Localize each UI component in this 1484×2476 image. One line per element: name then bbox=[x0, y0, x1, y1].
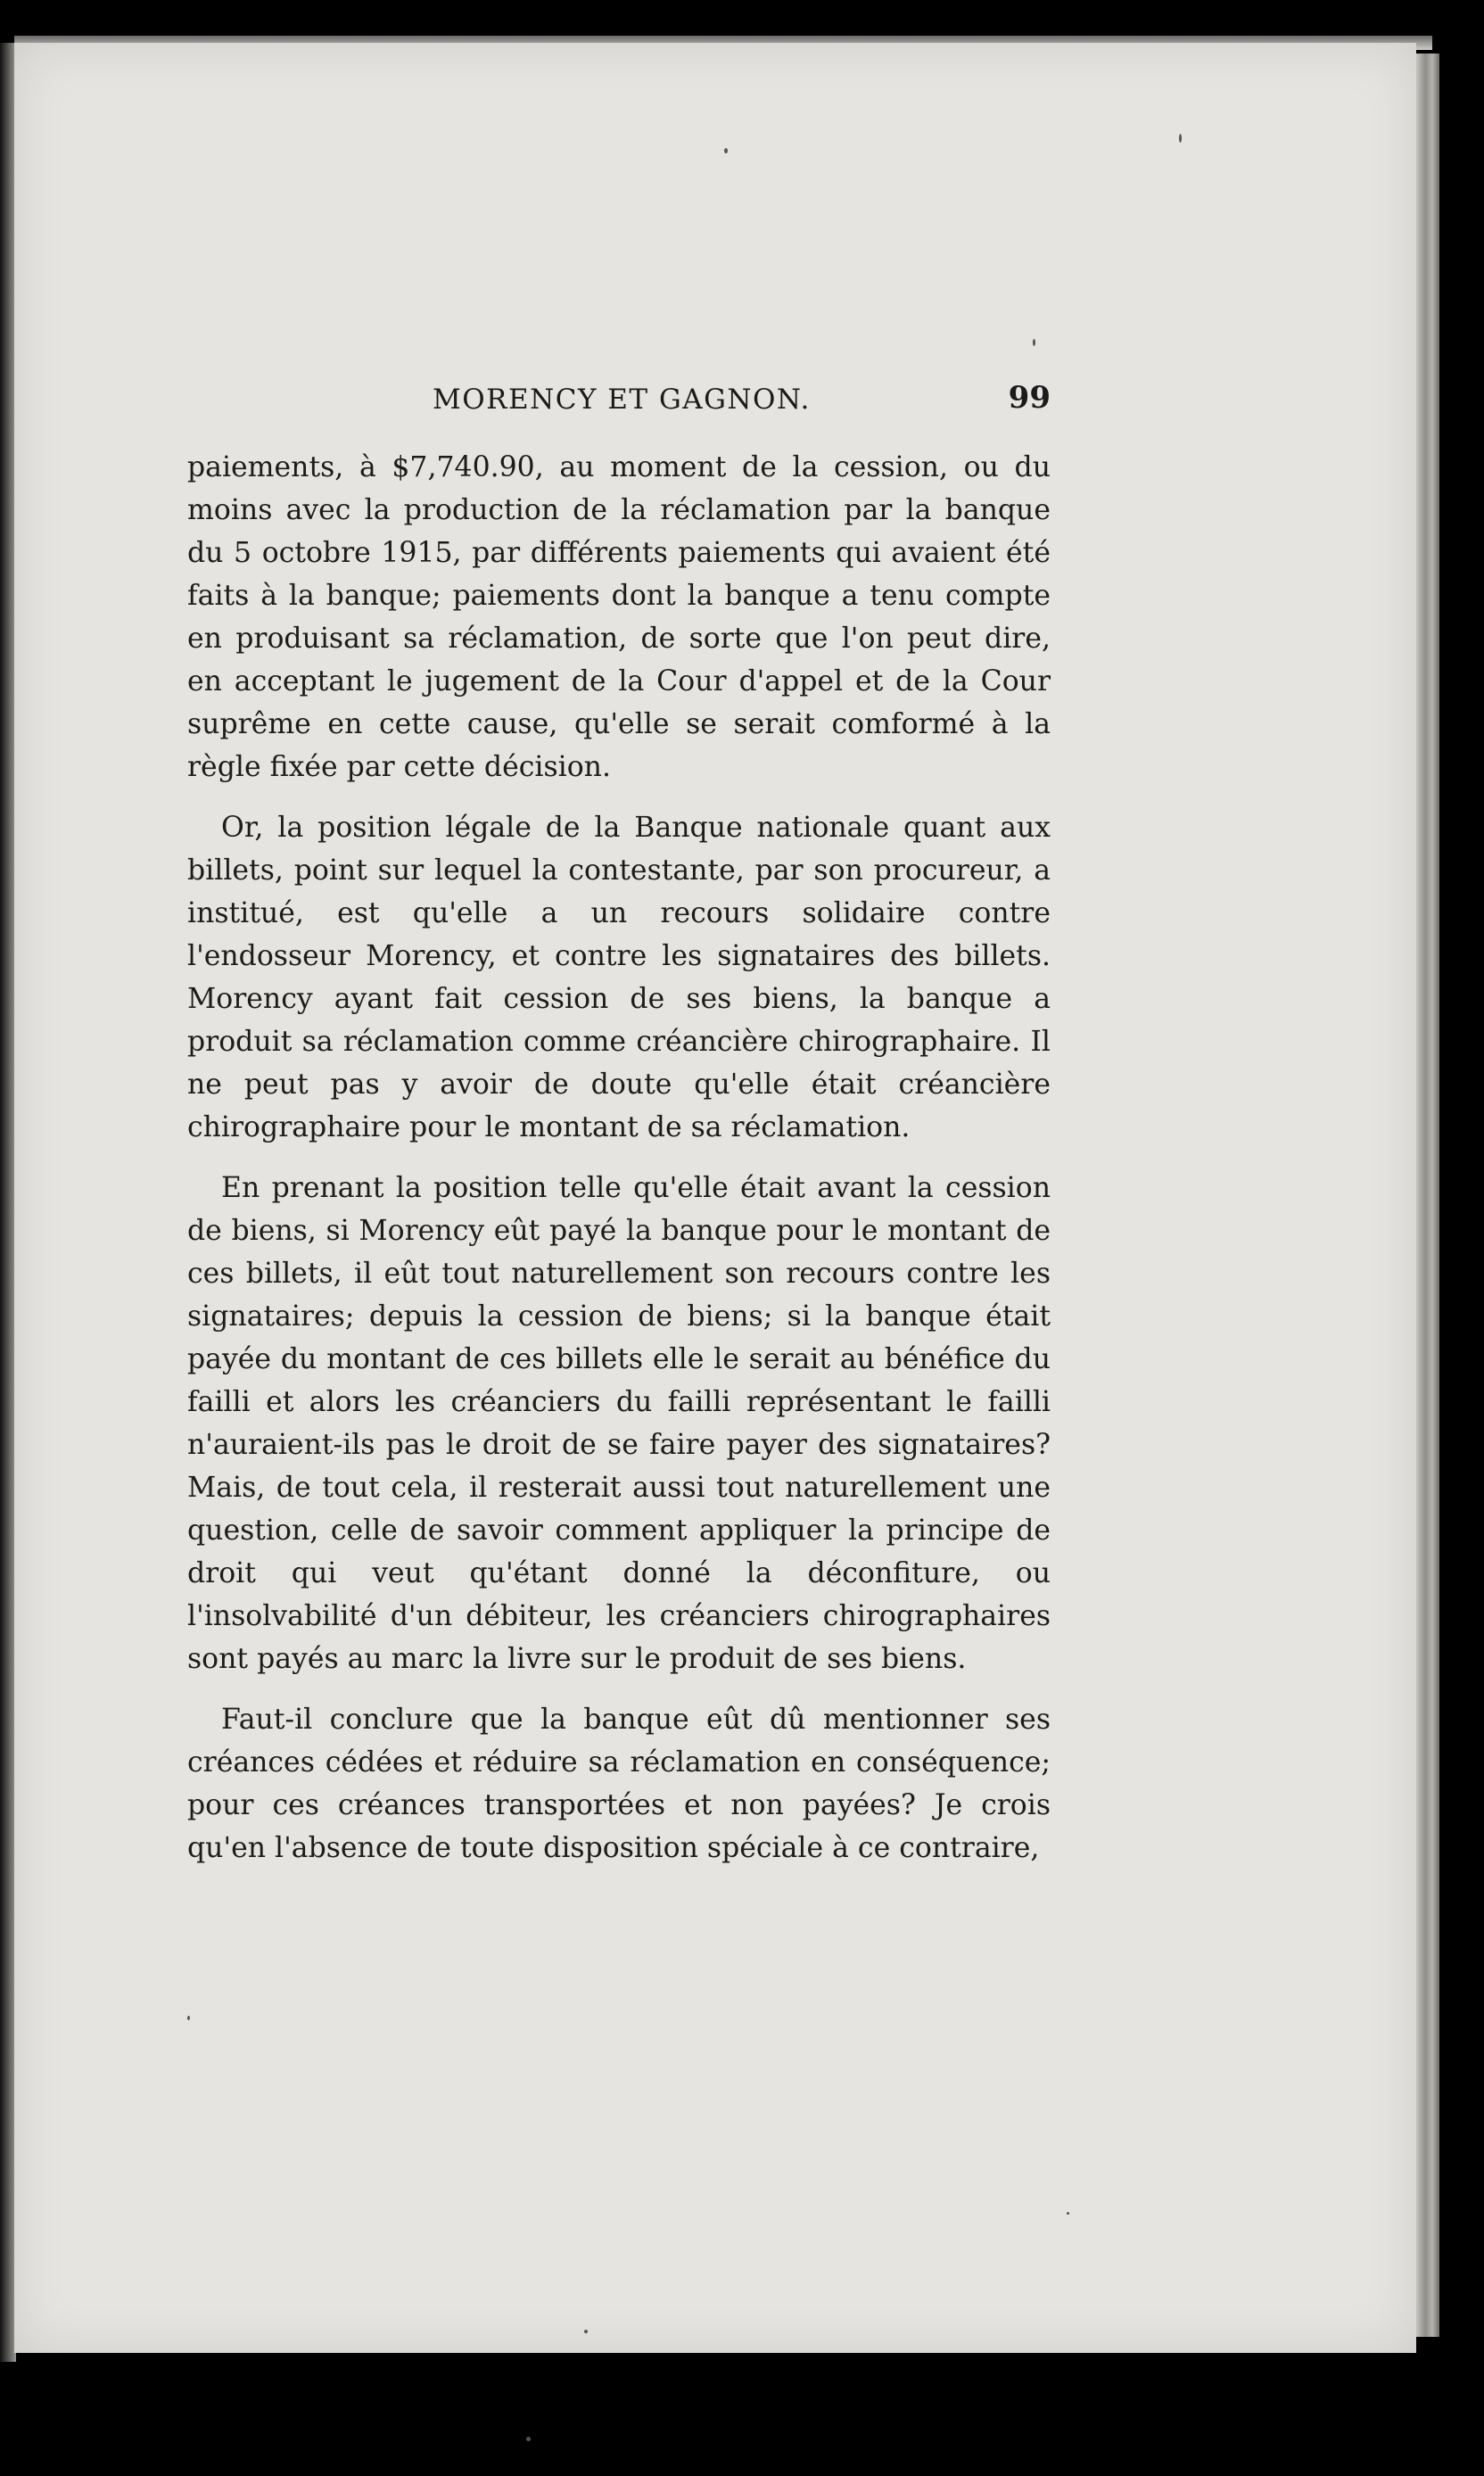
running-head: MORENCY ET GAGNON. bbox=[433, 384, 811, 416]
page-number: 99 bbox=[1008, 380, 1051, 416]
page-stack-edge bbox=[1416, 54, 1439, 2337]
body-text bbox=[187, 446, 1051, 1887]
paragraph-1: paiements, à $7,740.90, au moment de la cession, ou du moins avec la production de la réclamation par la banque du 5 octobre 1915, par différents paiements qui avaient été faits à la banque; paiements dont la banque a tenu compte en produisant sa réclamation, de sorte que l'on peut dire, en acceptant le jugement de la Cour d'appel et de la Cour suprême en cette cause, qu'elle se serait comformé à la règle fixée par cette décision. bbox=[187, 451, 1051, 783]
paragraph-4: Faut-il conclure que la banque eût dû mentionner ses créances cédées et réduire sa réclamation en conséquence; pour ces créances transportées et non payées? Je crois qu'en l'absence de toute disposition spéciale à ce contraire, bbox=[187, 1704, 1051, 1864]
page-header bbox=[187, 376, 1051, 423]
paragraph-2: Or, la position légale de la Banque nationale quant aux billets, point sur lequel la contestante, par son procureur, a institué, est qu'elle a un recours solidaire contre l'endosseur Morency, et contre les signataires des billets. Morency ayant fait cession de ses biens, la banque a produit sa réclamation comme créancière chirographaire. Il ne peut pas y avoir de doute qu'elle était créancière chirographaire pour le montant de sa réclamation. bbox=[187, 812, 1051, 1143]
paragraph-3: En prenant la position telle qu'elle était avant la cession de biens, si Morency eût payé la banque pour le montant de ces billets, il eût tout naturellement son recours contre les signataires; depuis la cession de biens; si la banque était payée du montant de ces billets elle le serait au bénéfice du failli et alors les créanciers du failli représentant le failli n'auraient-ils pas le droit de se faire payer des signataires? Mais, de tout cela, il resterait aussi tout naturellement une question, celle de savoir comment appliquer la principe de droit qui veut qu'étant donné la déconfiture, ou l'insolvabilité d'un débiteur, les créanciers chirographaires sont payés au marc la livre sur le produit de ses biens. bbox=[187, 1172, 1051, 1675]
